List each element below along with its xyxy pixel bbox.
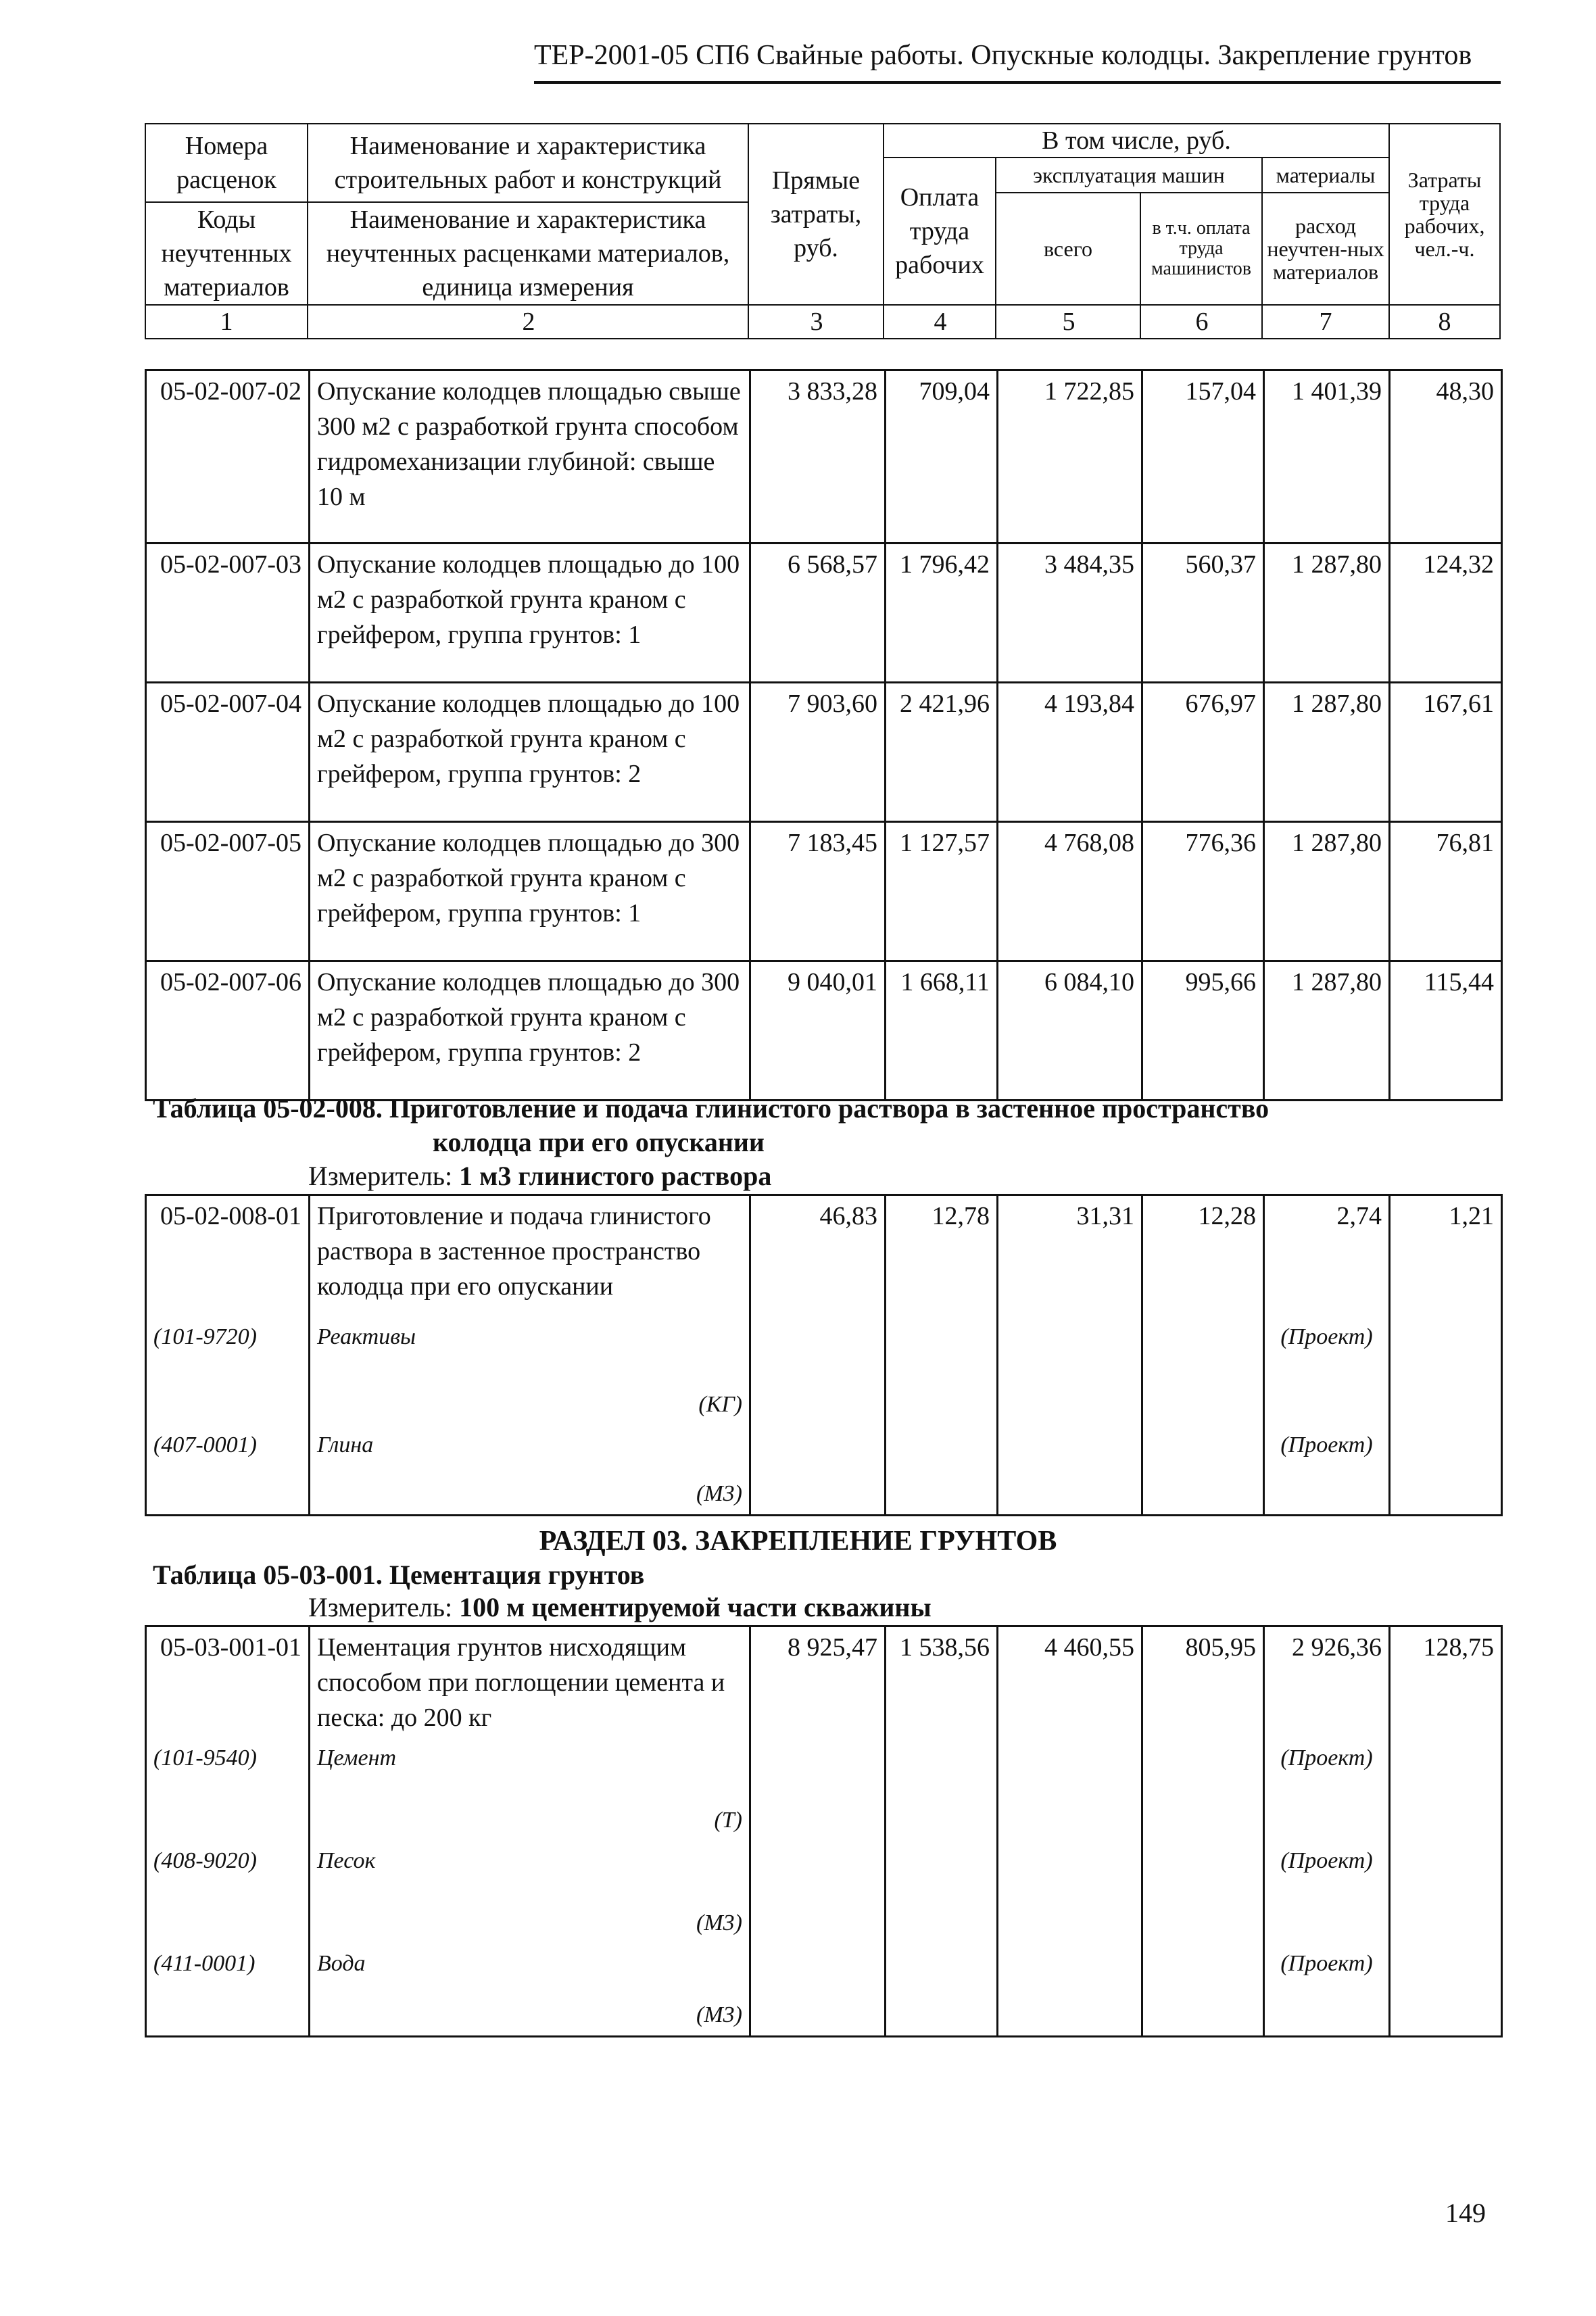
labor-hours: 124,32 [1390,544,1502,683]
table-row [146,1626,1502,1739]
colnum-7: 7 [1319,308,1332,336]
material-row [146,1317,1502,1425]
col8-labor-hours: Затраты труда рабочих, чел.-ч. [1388,123,1501,306]
materials: 2 926,36 [1264,1626,1390,1739]
material-unit: (М3) [696,1480,742,1506]
material-row [146,1944,1502,2037]
operator-pay: 560,37 [1142,544,1264,683]
labor-pay: 1 538,56 [886,1626,998,1739]
header-rule [534,81,1501,84]
material-qty: (Проект) [1264,1841,1390,1944]
labor-pay: 709,04 [886,370,998,544]
colnum-5: 5 [1062,308,1075,336]
material-unit: (КГ) [698,1391,742,1417]
material-cell [310,1944,750,2037]
labor-pay: 1 796,42 [886,544,998,683]
machines-total: 4 193,84 [998,683,1142,822]
material-code: (411-0001) [146,1944,310,2037]
material-code: (101-9540) [146,1738,310,1841]
colnum-3: 3 [810,308,823,336]
col7-material-use: расход неучтен-ных материалов [1261,192,1390,306]
labor-pay: 12,78 [886,1195,998,1317]
running-header: ТЕР-2001-05 СП6 Свайные работы. Опускные колодцы. Закрепление грунтов [534,40,1472,71]
colnum-2: 2 [522,308,535,336]
operator-pay: 776,36 [1142,822,1264,961]
table-row [146,961,1502,1101]
rate-description: Опускание колодцев площадью до 100 м2 с разработкой грунта краном с грейфером, группа грунтов: 2 [310,683,750,822]
rate-description: Опускание колодцев площадью свыше 300 м2 с разработкой грунта способом гидромеханизации глубиной: свыше 10 м [310,370,750,544]
material-unit: (Т) [714,1808,742,1833]
table-row [146,1195,1502,1317]
material-name: Цемент [317,1745,397,1770]
machines-total: 31,31 [998,1195,1142,1317]
material-qty: (Проект) [1264,1425,1390,1516]
materials: 1 287,80 [1264,544,1390,683]
table-row [146,544,1502,683]
table2-title-line1: Таблица 05-02-008. Приготовление и подача глинистого раствора в застенное пространство [153,1093,1269,1124]
col4-labor-pay: Оплата труда рабочих [883,157,996,306]
material-qty: (Проект) [1264,1738,1390,1841]
colnum-1: 1 [220,308,233,336]
labor-pay: 2 421,96 [886,683,998,822]
materials: 2,74 [1264,1195,1390,1317]
labor-pay: 1 127,57 [886,822,998,961]
labor-hours: 115,44 [1390,961,1502,1101]
table2-measure [308,1160,771,1192]
labor-hours: 48,30 [1390,370,1502,544]
material-code: (101-9720) [146,1317,310,1425]
material-row [146,1425,1502,1516]
measure-value: 1 м3 глинистого раствора [459,1161,772,1191]
material-cell [310,1317,750,1425]
table3-measure [308,1591,932,1623]
col1-bottom: Коды неучтенных материалов [145,201,308,306]
col-group-incl: В том числе, руб. [883,123,1390,158]
measure-prefix: Измеритель: [308,1161,460,1191]
rate-code: 05-02-007-05 [146,822,310,961]
material-name: Песок [317,1848,376,1873]
direct-costs: 7 183,45 [750,822,886,961]
rate-code: 05-02-007-06 [146,961,310,1101]
material-qty: (Проект) [1264,1944,1390,2037]
direct-costs: 7 903,60 [750,683,886,822]
materials: 1 287,80 [1264,683,1390,822]
material-cell [310,1425,750,1516]
material-cell [310,1738,750,1841]
machines-total: 4 460,55 [998,1626,1142,1739]
col-group-machines: эксплуатация машин [995,157,1263,193]
materials: 1 287,80 [1264,822,1390,961]
operator-pay: 995,66 [1142,961,1264,1101]
material-qty: (Проект) [1264,1317,1390,1425]
materials: 1 401,39 [1264,370,1390,544]
rate-code: 05-02-007-04 [146,683,310,822]
rates-table-2 [145,1194,1503,1516]
direct-costs: 3 833,28 [750,370,886,544]
operator-pay: 805,95 [1142,1626,1264,1739]
operator-pay: 676,97 [1142,683,1264,822]
col3-direct-costs: Прямые затраты, руб. [748,123,884,306]
direct-costs: 9 040,01 [750,961,886,1101]
colnum-6: 6 [1195,308,1209,336]
rate-code: 05-02-008-01 [146,1195,310,1317]
rate-code: 05-03-001-01 [146,1626,310,1739]
material-name: Реактивы [317,1324,416,1349]
machines-total: 6 084,10 [998,961,1142,1101]
table-row [146,683,1502,822]
operator-pay: 12,28 [1142,1195,1264,1317]
machines-total: 4 768,08 [998,822,1142,961]
col6-operator-pay: в т.ч. оплата труда машинистов [1140,192,1263,306]
page-number: 149 [1445,2198,1486,2228]
col1-top: Номера расценок [145,123,308,203]
col2-top: Наименование и характеристика строительных работ и конструкций [307,123,749,203]
measure-value: 100 м цементируемой части скважины [459,1592,932,1622]
colnum-4: 4 [934,308,947,336]
labor-hours: 167,61 [1390,683,1502,822]
section-title: РАЗДЕЛ 03. ЗАКРЕПЛЕНИЕ ГРУНТОВ [539,1526,1057,1557]
colnum-8: 8 [1438,308,1451,336]
table-row [146,822,1502,961]
rate-description: Опускание колодцев площадью до 100 м2 с разработкой грунта краном с грейфером, группа грунтов: 1 [310,544,750,683]
material-name: Вода [317,1951,366,1976]
labor-hours: 1,21 [1390,1195,1502,1317]
direct-costs: 8 925,47 [750,1626,886,1739]
machines-total: 1 722,85 [998,370,1142,544]
rate-description: Опускание колодцев площадью до 300 м2 с разработкой грунта краном с грейфером, группа грунтов: 2 [310,961,750,1101]
material-row [146,1841,1502,1944]
column-header [145,123,1501,369]
table-row [146,370,1502,544]
labor-hours: 128,75 [1390,1626,1502,1739]
rate-code: 05-02-007-02 [146,370,310,544]
direct-costs: 6 568,57 [750,544,886,683]
machines-total: 3 484,35 [998,544,1142,683]
material-row [146,1738,1502,1841]
rate-description: Опускание колодцев площадью до 300 м2 с разработкой грунта краном с грейфером, группа грунтов: 1 [310,822,750,961]
col5-total: всего [995,192,1141,306]
material-unit: (М3) [696,1910,742,1935]
rate-description: Приготовление и подача глинистого раствора в застенное пространство колодца при его опускании [310,1195,750,1317]
material-code: (408-9020) [146,1841,310,1944]
measure-prefix: Измеритель: [308,1592,460,1622]
rate-code: 05-02-007-03 [146,544,310,683]
col2-bottom: Наименование и характеристика неучтенных расценками материалов, единица измерения [307,201,749,306]
rate-description: Цементация грунтов нисходящим способом при поглощении цемента и песка: до 200 кг [310,1626,750,1739]
labor-pay: 1 668,11 [886,961,998,1101]
material-name: Глина [317,1432,374,1457]
material-cell [310,1841,750,1944]
rates-table-3 [145,1625,1503,2037]
rates-table-1 [145,369,1503,1101]
direct-costs: 46,83 [750,1195,886,1317]
col-group-materials: материалы [1261,157,1390,193]
labor-hours: 76,81 [1390,822,1502,961]
table3-title: Таблица 05-03-001. Цементация грунтов [153,1560,645,1590]
material-unit: (М3) [696,2002,742,2027]
material-code: (407-0001) [146,1425,310,1516]
materials: 1 287,80 [1264,961,1390,1101]
operator-pay: 157,04 [1142,370,1264,544]
table2-title-line2: колодца при его опускании [433,1127,765,1157]
